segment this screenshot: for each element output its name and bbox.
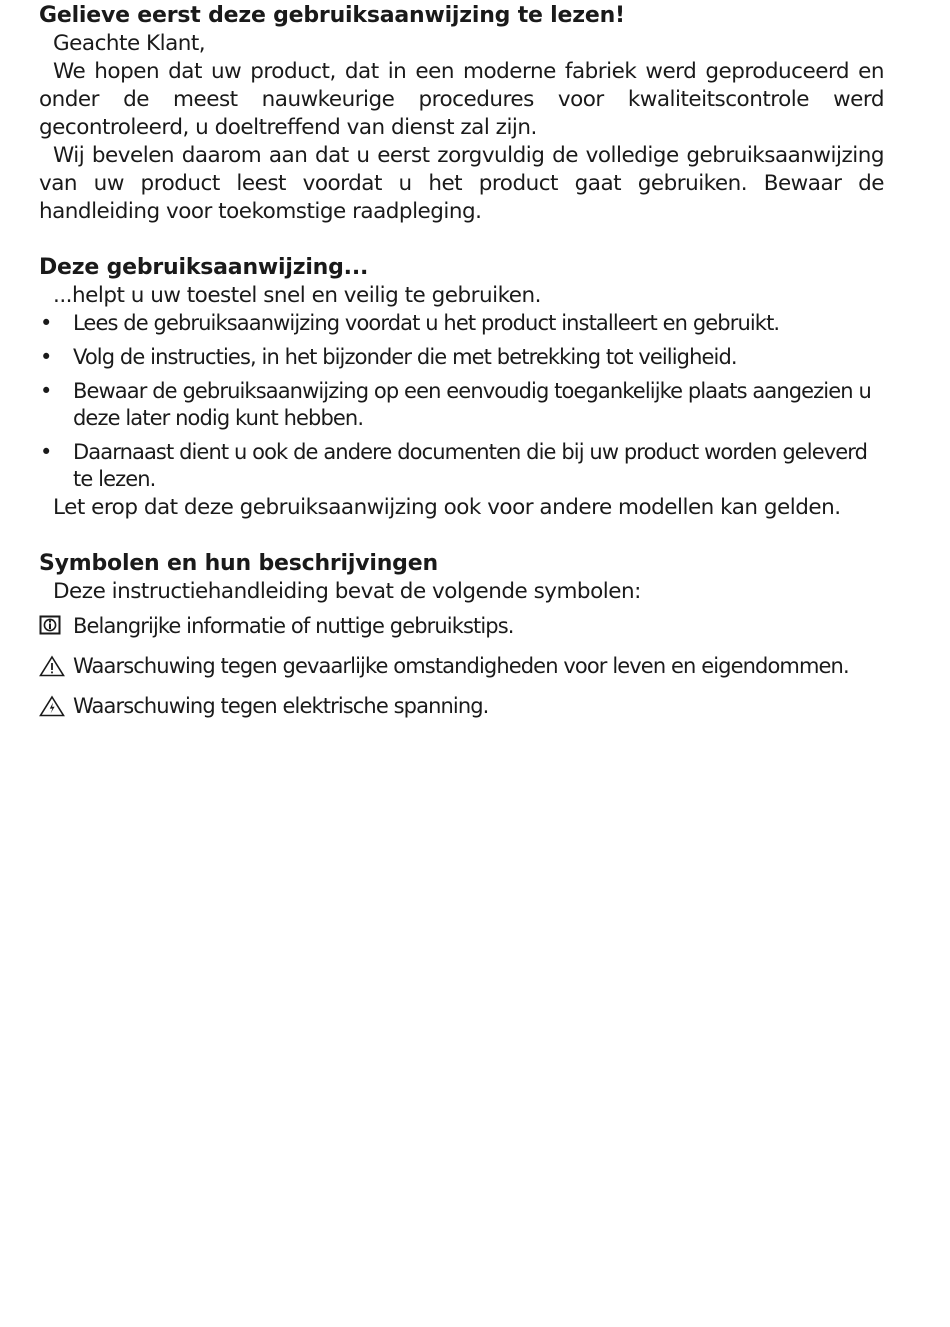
symbol-description: Belangrijke informatie of nuttige gebruikstips.	[73, 614, 514, 638]
manual-heading: Deze gebruiksaanwijzing...	[39, 255, 369, 280]
symbols-heading: Symbolen en hun beschrijvingen	[39, 551, 438, 576]
manual-bullet-list	[39, 310, 884, 493]
list-item	[39, 344, 884, 371]
bullet-icon: •	[40, 311, 52, 335]
document-page	[39, 0, 884, 732]
manual-lead: ...helpt u uw toestel snel en veilig te gebruiken.	[53, 283, 541, 308]
electric-warning-icon	[39, 695, 63, 717]
warning-triangle-icon	[39, 655, 63, 677]
list-item-text: Bewaar de gebruiksaanwijzing op een eenvoudig toegankelijke plaats aangezien u deze later nodig kunt hebben.	[73, 379, 871, 430]
intro-paragraph-2: Wij bevelen daarom aan dat u eerst zorgvuldig de volledige gebruiksaanwijzing van uw product leest voordat u het product gaat gebruiken. Bewaar de handleiding voor toekomstige raadpleging.	[39, 143, 884, 224]
symbol-item-warning	[39, 652, 884, 680]
symbol-description: Waarschuwing tegen gevaarlijke omstandigheden voor leven en eigendommen.	[73, 654, 849, 678]
bullet-icon: •	[40, 440, 52, 464]
intro-heading: Gelieve eerst deze gebruiksaanwijzing te lezen!	[39, 3, 625, 28]
info-icon	[39, 615, 63, 637]
manual-note: Let erop dat deze gebruiksaanwijzing ook voor andere modellen kan gelden.	[53, 495, 841, 520]
symbol-item-info	[39, 612, 884, 640]
symbol-description: Waarschuwing tegen elektrische spanning.	[73, 694, 489, 718]
bullet-icon: •	[40, 379, 52, 403]
list-item-text: Volg de instructies, in het bijzonder die met betrekking tot veiligheid.	[73, 345, 737, 369]
list-item	[39, 378, 884, 432]
symbols-lead: Deze instructiehandleiding bevat de volgende symbolen:	[53, 579, 641, 604]
symbol-item-electric	[39, 692, 884, 720]
intro-paragraph-1: We hopen dat uw product, dat in een moderne fabriek werd geproduceerd en onder de meest nauwkeurige procedures voor kwaliteitscontrole werd gecontroleerd, u doeltreffend van dienst zal zijn.	[39, 59, 884, 140]
bullet-icon: •	[40, 345, 52, 369]
list-item-text: Daarnaast dient u ook de andere documenten die bij uw product worden geleverd te lezen.	[73, 440, 868, 491]
salutation: Geachte Klant,	[53, 31, 206, 56]
list-item	[39, 439, 884, 493]
list-item-text: Lees de gebruiksaanwijzing voordat u het product installeert en gebruikt.	[73, 311, 780, 335]
list-item	[39, 310, 884, 337]
